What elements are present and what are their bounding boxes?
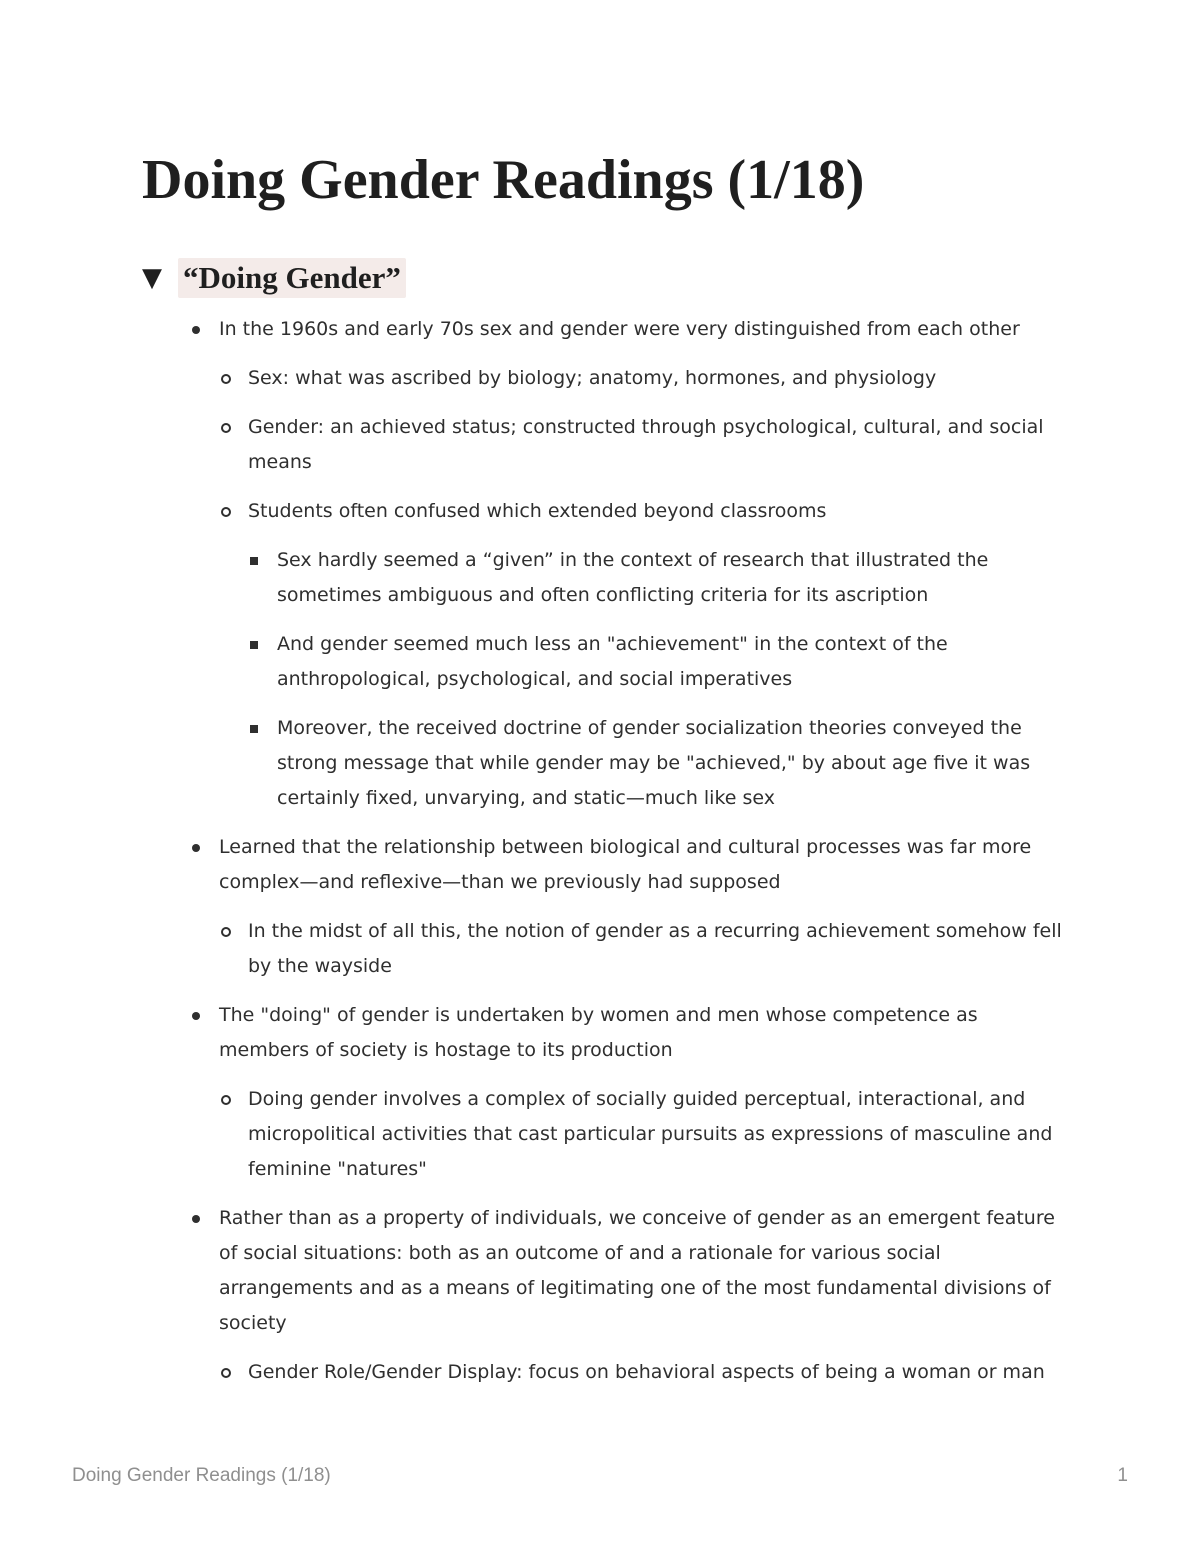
toggle-heading-doing-gender[interactable] [142, 256, 406, 300]
list-item [219, 1355, 1070, 1390]
bullet-circle-icon [221, 374, 231, 384]
notes-content [190, 312, 1070, 1404]
list-item [219, 361, 1070, 396]
bullet-circle-icon [221, 1095, 231, 1105]
toggle-title: “Doing Gender” [178, 258, 406, 298]
list-item-text: In the midst of all this, the notion of gender as a recurring achievement somehow fell by the wayside [248, 920, 1062, 977]
list-item-text: And gender seemed much less an "achievement" in the context of the anthropological, psychological, and social imperatives [277, 633, 948, 690]
list-item-text: Sex hardly seemed a “given” in the context of research that illustrated the sometimes ambiguous and often conflicting criteria for its ascription [277, 549, 989, 606]
list-item-text: Rather than as a property of individuals, we conceive of gender as an emergent feature of social situations: both as an outcome of and a rationale for various social arrangements and as a means of legitimating one of the most fundamental divisions of society [219, 1207, 1055, 1334]
bullet-disc-icon [192, 844, 200, 852]
list-item [219, 914, 1070, 984]
sub-bullet-list [219, 1082, 1070, 1187]
list-item-text: The "doing" of gender is undertaken by women and men whose competence as members of society is hostage to its production [219, 1004, 978, 1061]
bullet-circle-icon [221, 507, 231, 517]
list-item [190, 998, 1070, 1187]
sub-sub-bullet-list [248, 543, 1070, 816]
list-item [219, 410, 1070, 480]
list-item-text: Doing gender involves a complex of socially guided perceptual, interactional, and micropolitical activities that cast particular pursuits as expressions of masculine and feminine "natures" [248, 1088, 1053, 1180]
bullet-circle-icon [221, 423, 231, 433]
list-item [248, 711, 1070, 816]
footer-page-number: 1 [1117, 1465, 1128, 1486]
bullet-circle-icon [221, 1368, 231, 1378]
sub-bullet-list [219, 914, 1070, 984]
list-item-text: Learned that the relationship between biological and cultural processes was far more complex—and reflexive—than we previously had supposed [219, 836, 1032, 893]
list-item [248, 627, 1070, 697]
list-item [190, 312, 1070, 816]
bullet-square-icon [250, 557, 258, 565]
list-item [190, 1201, 1070, 1390]
list-item [219, 1082, 1070, 1187]
sub-bullet-list [219, 1355, 1070, 1390]
triangle-down-icon[interactable]: ▼ [142, 263, 162, 293]
bullet-list [190, 312, 1070, 1390]
list-item-text: In the 1960s and early 70s sex and gender were very distinguished from each other [219, 318, 1020, 340]
bullet-square-icon [250, 641, 258, 649]
bullet-disc-icon [192, 1215, 200, 1223]
list-item-text: Gender: an achieved status; constructed through psychological, cultural, and social means [248, 416, 1044, 473]
list-item-text: Moreover, the received doctrine of gender socialization theories conveyed the strong message that while gender may be "achieved," by about age five it was certainly fixed, unvarying, and static—much like sex [277, 717, 1031, 809]
bullet-disc-icon [192, 326, 200, 334]
list-item-text: Sex: what was ascribed by biology; anatomy, hormones, and physiology [248, 367, 937, 389]
bullet-circle-icon [221, 927, 231, 937]
bullet-square-icon [250, 725, 258, 733]
page-title: Doing Gender Readings (1/18) [142, 149, 865, 211]
list-item-text: Students often confused which extended beyond classrooms [248, 500, 827, 522]
list-item [190, 830, 1070, 984]
bullet-disc-icon [192, 1012, 200, 1020]
sub-bullet-list [219, 361, 1070, 816]
list-item-text: Gender Role/Gender Display: focus on behavioral aspects of being a woman or man [248, 1361, 1045, 1383]
list-item [219, 494, 1070, 816]
list-item [248, 543, 1070, 613]
footer-title: Doing Gender Readings (1/18) [72, 1465, 331, 1486]
